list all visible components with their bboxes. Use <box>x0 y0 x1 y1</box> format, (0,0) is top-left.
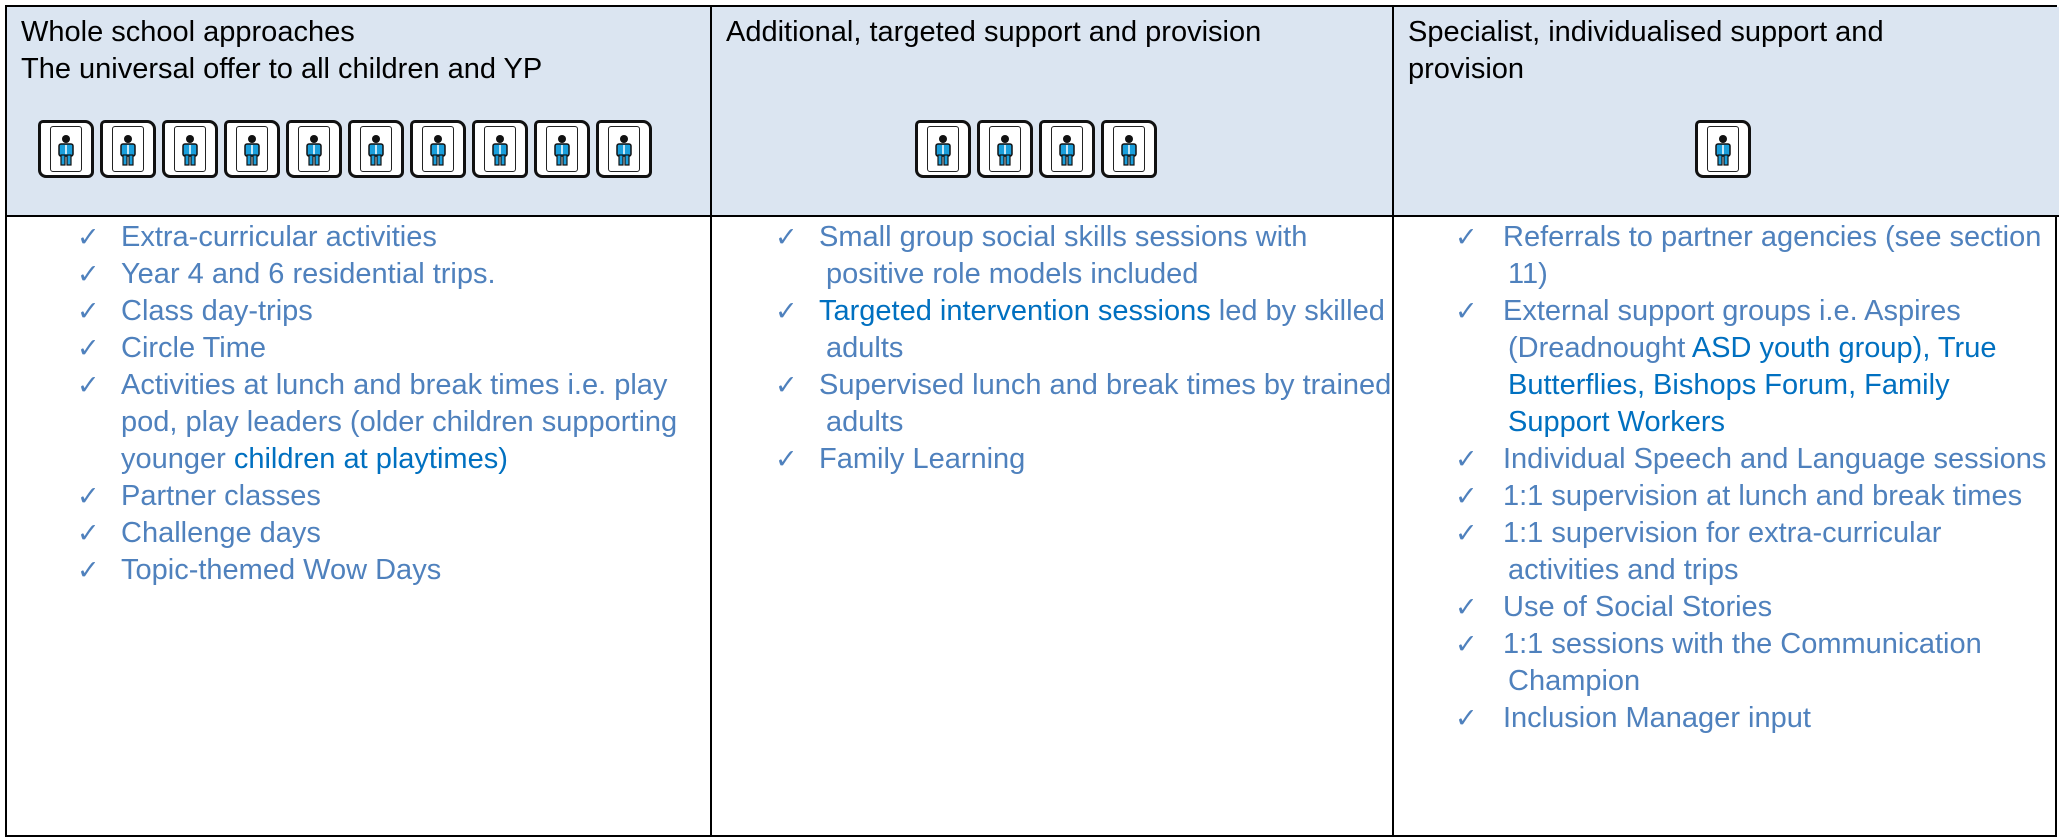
column-title <box>1408 14 2049 88</box>
list-item: ✓ Extra-curricular activities <box>7 219 710 256</box>
person-icon <box>1039 120 1095 178</box>
check-icon: ✓ <box>1455 518 1478 549</box>
list-item: ✓ Supervised lunch and break times by trained adults <box>775 369 1392 438</box>
check-icon: ✓ <box>1455 703 1478 734</box>
list-item: ✓ Small group social skills sessions with positive role models included <box>775 221 1308 290</box>
list-item: ✓ Activities at lunch and break times i.e. play pod, play leaders (older children supporting younger children at playtimes) <box>77 369 678 475</box>
list-item: ✓ 1:1 supervision at lunch and break times <box>1394 478 2059 515</box>
person-icon <box>410 120 466 178</box>
list-item: ✓ Class day-trips <box>7 293 710 330</box>
check-icon: ✓ <box>77 370 100 401</box>
title-line-2: The universal offer to all children and YP <box>21 53 543 85</box>
person-icon <box>348 120 404 178</box>
column-specialist <box>1392 7 2059 835</box>
person-icon <box>100 120 156 178</box>
title-line-1: Specialist, individualised support and <box>1408 16 1884 48</box>
check-icon: ✓ <box>1455 592 1478 623</box>
column-targeted <box>710 7 1394 835</box>
person-icon <box>977 120 1033 178</box>
person-icon <box>1695 120 1751 178</box>
column-title <box>726 14 1384 51</box>
check-icon: ✓ <box>775 296 798 327</box>
check-icon: ✓ <box>775 222 798 253</box>
person-icon <box>1101 120 1157 178</box>
list-item: ✓ Inclusion Manager input <box>1394 700 2059 737</box>
people-icons <box>915 120 1157 180</box>
list-item: ✓ Year 4 and 6 residential trips. <box>7 256 710 293</box>
people-icons <box>1695 120 1751 180</box>
check-icon: ✓ <box>1455 444 1478 475</box>
list-item: ✓ Referrals to partner agencies (see section 11) <box>1455 221 2042 290</box>
title-line-1: Additional, targeted support and provision <box>726 16 1262 48</box>
list-item: ✓ Use of Social Stories <box>1394 589 2059 626</box>
list-item: ✓ Circle Time <box>7 330 710 367</box>
list-item: ✓ Partner classes <box>7 478 710 515</box>
check-icon: ✓ <box>775 370 798 401</box>
check-icon: ✓ <box>775 444 798 475</box>
check-icon: ✓ <box>1455 222 1478 253</box>
list-item: ✓ Topic-themed Wow Days <box>7 552 710 589</box>
provision-table <box>5 5 2057 837</box>
check-icon: ✓ <box>1455 296 1478 327</box>
people-icons <box>38 120 652 180</box>
person-icon <box>38 120 94 178</box>
provision-list <box>7 219 710 589</box>
check-icon: ✓ <box>1455 629 1478 660</box>
list-item: ✓ Challenge days <box>7 515 710 552</box>
check-icon: ✓ <box>77 259 100 290</box>
person-icon <box>915 120 971 178</box>
list-item: ✓ Family Learning <box>712 441 1394 478</box>
check-icon: ✓ <box>77 296 100 327</box>
check-icon: ✓ <box>77 555 100 586</box>
provision-list <box>712 219 1394 478</box>
check-icon: ✓ <box>1455 481 1478 512</box>
check-icon: ✓ <box>77 518 100 549</box>
list-item: ✓ 1:1 supervision for extra-curricular activities and trips <box>1455 517 1942 586</box>
list-item: ✓ External support groups i.e. Aspires (Dreadnought ASD youth group), True Butterflies, Bishops Forum, Family Support Workers <box>1455 295 1997 438</box>
column-header <box>1394 7 2059 217</box>
title-line-2: provision <box>1408 53 1525 85</box>
check-icon: ✓ <box>77 222 100 253</box>
person-icon <box>286 120 342 178</box>
check-icon: ✓ <box>77 333 100 364</box>
list-item: ✓ Targeted intervention sessions led by skilled adults <box>775 295 1385 364</box>
provision-list <box>1394 219 2059 737</box>
list-item: ✓ Individual Speech and Language sessions <box>1394 441 2059 478</box>
person-icon <box>472 120 528 178</box>
person-icon <box>224 120 280 178</box>
person-icon <box>596 120 652 178</box>
person-icon <box>534 120 590 178</box>
person-icon <box>162 120 218 178</box>
title-line-1: Whole school approaches <box>21 16 355 48</box>
column-header <box>712 7 1394 217</box>
column-whole-school <box>7 7 710 835</box>
list-item: ✓ 1:1 sessions with the Communication Champion <box>1455 628 1982 697</box>
column-title <box>21 14 700 88</box>
column-header <box>7 7 710 217</box>
check-icon: ✓ <box>77 481 100 512</box>
